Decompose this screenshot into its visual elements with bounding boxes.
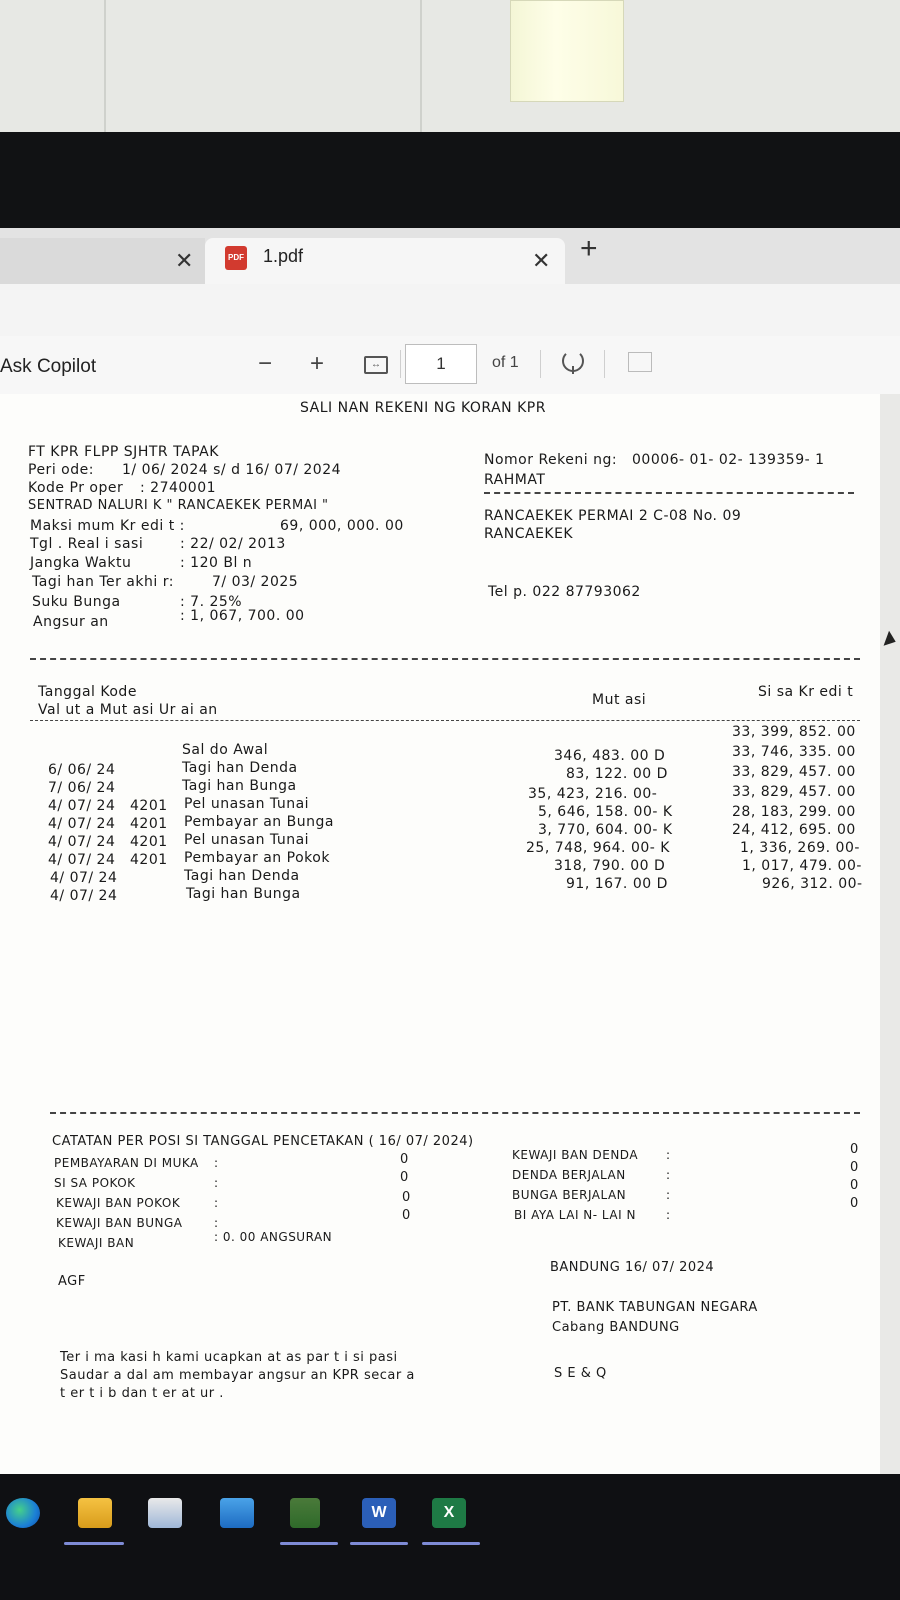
page-total: of 1 xyxy=(492,354,519,371)
thanks-line-3: t er t i b dan t er at ur . xyxy=(60,1386,224,1401)
new-tab-button[interactable]: + xyxy=(580,232,598,265)
row-sisa: 1, 336, 269. 00- xyxy=(740,840,860,856)
header-sisa-kredit: Si sa Kr edi t xyxy=(758,684,854,700)
row-mutasi: 5, 646, 158. 00- K xyxy=(538,804,673,820)
row-uraian: Tagi han Bunga xyxy=(186,886,301,902)
branch-name: Cabang BANDUNG xyxy=(552,1320,680,1335)
place-date: BANDUNG 16/ 07/ 2024 xyxy=(550,1260,715,1275)
nomor-rekening-value: 00006- 01- 02- 139359- 1 xyxy=(632,452,825,468)
note-value: 0 xyxy=(400,1170,409,1185)
taskmgr-icon[interactable] xyxy=(290,1498,320,1528)
divider-line xyxy=(50,1112,860,1114)
jangka-value: : 120 Bl n xyxy=(180,555,253,571)
row-uraian: Pembayar an Pokok xyxy=(184,850,330,866)
row-sisa: 926, 312. 00- xyxy=(762,876,863,892)
note-label: BUNGA BERJALAN xyxy=(512,1188,627,1202)
row-sisa: 24, 412, 695. 00 xyxy=(732,822,856,838)
suku-bunga-label: Suku Bunga xyxy=(32,594,121,610)
periode-value: 1/ 06/ 2024 s/ d 16/ 07/ 2024 xyxy=(122,462,342,478)
row-sisa: 33, 829, 457. 00 xyxy=(732,784,856,800)
row-sisa: 33, 829, 457. 00 xyxy=(732,764,856,780)
row-uraian: Pembayar an Bunga xyxy=(184,814,334,830)
tab-bar xyxy=(0,228,900,284)
row-tanggal: 4/ 07/ 24 xyxy=(50,870,118,886)
row-tanggal: 6/ 06/ 24 xyxy=(48,762,116,778)
row-tanggal: 4/ 07/ 24 xyxy=(48,852,116,868)
address-line-2: RANCAEKEK xyxy=(484,526,574,542)
word-icon[interactable]: W xyxy=(362,1498,396,1528)
running-indicator xyxy=(64,1542,124,1545)
note-separator: : xyxy=(214,1176,219,1190)
phone-number: Tel p. 022 87793062 xyxy=(488,584,641,600)
page-view-icon[interactable] xyxy=(628,352,652,372)
row-mutasi: 35, 423, 216. 00- xyxy=(528,786,658,802)
running-indicator xyxy=(422,1542,480,1545)
row-mutasi: 83, 122. 00 D xyxy=(566,766,668,782)
file-explorer-icon[interactable] xyxy=(78,1498,112,1528)
note-value: 0 xyxy=(402,1190,411,1205)
header-valuta-mutasi-uraian: Val ut a Mut asi Ur ai an xyxy=(38,702,218,718)
note-value: 0 xyxy=(850,1196,859,1211)
ceiling-joint xyxy=(420,0,422,132)
row-kode: 4201 xyxy=(130,798,168,814)
row-sisa: 1, 017, 479. 00- xyxy=(742,858,862,874)
note-value: 0 xyxy=(850,1160,859,1175)
note-separator: : xyxy=(666,1208,671,1222)
note-label: KEWAJI BAN BUNGA xyxy=(56,1216,183,1230)
statement-title: SALI NAN REKENI NG KORAN KPR xyxy=(300,400,546,416)
note-separator: : xyxy=(214,1156,219,1170)
note-value: 0 xyxy=(400,1152,409,1167)
fit-width-icon[interactable]: ↔ xyxy=(364,356,388,374)
header-mutasi: Mut asi xyxy=(592,692,647,708)
kode-label: Kode Pr oper xyxy=(28,480,124,496)
note-label: SI SA POKOK xyxy=(54,1176,136,1190)
note-value: 0 xyxy=(850,1178,859,1193)
tagihan-value: 7/ 03/ 2025 xyxy=(212,574,299,590)
taskbar xyxy=(0,1474,900,1600)
row-tanggal: 4/ 07/ 24 xyxy=(50,888,118,904)
bank-name: PT. BANK TABUNGAN NEGARA xyxy=(552,1300,758,1315)
row-tanggal: 4/ 07/ 24 xyxy=(48,834,116,850)
tab-pdf[interactable] xyxy=(205,238,565,284)
row-uraian: Pel unasan Tunai xyxy=(184,796,310,812)
toolbar-divider xyxy=(400,350,401,378)
note-separator: : xyxy=(666,1188,671,1202)
edge-icon[interactable] xyxy=(6,1498,40,1528)
realisasi-value: : 22/ 02/ 2013 xyxy=(180,536,286,552)
periode-label: Peri ode: xyxy=(28,462,94,478)
row-tanggal: 4/ 07/ 24 xyxy=(48,798,116,814)
footer-code: AGF xyxy=(58,1274,86,1289)
row-mutasi: 3, 770, 604. 00- K xyxy=(538,822,673,838)
ask-copilot-button[interactable]: Ask Copilot xyxy=(0,356,97,377)
realisasi-label: Tgl . Real i sasi xyxy=(30,536,144,552)
row-mutasi: 318, 790. 00 D xyxy=(554,858,666,874)
row-sisa: 33, 399, 852. 00 xyxy=(732,724,856,740)
note-label: KEWAJI BAN DENDA xyxy=(512,1148,639,1162)
pdf-icon: PDF xyxy=(225,246,247,270)
rotate-icon[interactable] xyxy=(562,350,584,372)
note-value: 0 xyxy=(850,1142,859,1157)
note-label: KEWAJI BAN POKOK xyxy=(56,1196,181,1210)
row-tanggal: 7/ 06/ 24 xyxy=(48,780,116,796)
tab-label: 1.pdf xyxy=(263,246,304,266)
tab-previous[interactable] xyxy=(0,238,205,284)
monitor-bezel xyxy=(0,132,900,228)
zoom-out-button[interactable]: − xyxy=(258,350,273,377)
note-separator: : xyxy=(214,1196,219,1210)
note-label: DENDA BERJALAN xyxy=(512,1168,626,1182)
close-icon[interactable]: ✕ xyxy=(532,248,551,273)
footer-seq: S E & Q xyxy=(554,1366,607,1381)
address-line-1: RANCAEKEK PERMAI 2 C-08 No. 09 xyxy=(484,508,742,524)
excel-icon[interactable]: X xyxy=(432,1498,466,1528)
ceiling-joint xyxy=(104,0,106,132)
angsuran-label: Angsur an xyxy=(33,614,109,630)
divider-line xyxy=(484,492,854,494)
maksimum-value: 69, 000, 000. 00 xyxy=(280,518,404,534)
row-mutasi: 346, 483. 00 D xyxy=(554,748,666,764)
note-separator: : xyxy=(666,1168,671,1182)
close-icon[interactable]: ✕ xyxy=(175,248,194,273)
kewajiban-label: KEWAJI BAN xyxy=(58,1236,135,1250)
note-value: 0 xyxy=(402,1208,411,1223)
row-tanggal: 4/ 07/ 24 xyxy=(48,816,116,832)
nomor-rekening-label: Nomor Rekeni ng: xyxy=(484,452,618,468)
pdf-page xyxy=(0,394,880,1474)
notes-title: CATATAN PER POSI SI TANGGAL PENCETAKAN ( 16/ 07/ 2024) xyxy=(52,1134,474,1149)
kewajiban-value: : 0. 00 ANGSURAN xyxy=(214,1230,333,1244)
running-indicator xyxy=(280,1542,338,1545)
thanks-line-2: Saudar a dal am membayar angsur an KPR secar a xyxy=(60,1368,415,1383)
divider-line xyxy=(30,658,860,660)
divider-line xyxy=(30,720,860,721)
note-label: PEMBAYARAN DI MUKA xyxy=(54,1156,199,1170)
address-bar-area xyxy=(0,284,900,337)
customer-name: RAHMAT xyxy=(484,472,546,488)
suku-bunga-value: : 7. 25% xyxy=(180,594,243,610)
row-kode: 4201 xyxy=(130,852,168,868)
note-separator: : xyxy=(214,1216,219,1230)
row-kode: 4201 xyxy=(130,834,168,850)
header-tanggal-kode: Tanggal Kode xyxy=(38,684,137,700)
row-uraian: Tagi han Denda xyxy=(182,760,298,776)
jangka-label: Jangka Waktu xyxy=(30,555,132,571)
angsuran-value: : 1, 067, 700. 00 xyxy=(180,608,305,624)
ceiling-background xyxy=(0,0,900,132)
running-indicator xyxy=(350,1542,408,1545)
sentrad-text: SENTRAD NALURI K " RANCAEKEK PERMAI " xyxy=(28,498,329,513)
note-separator: : xyxy=(666,1148,671,1162)
note-label: BI AYA LAI N- LAI N xyxy=(514,1208,636,1222)
toolbar-divider xyxy=(540,350,541,378)
row-mutasi: 91, 167. 00 D xyxy=(566,876,668,892)
row-uraian: Sal do Awal xyxy=(182,742,269,758)
tagihan-label: Tagi han Ter akhi r: xyxy=(32,574,174,590)
row-uraian: Pel unasan Tunai xyxy=(184,832,310,848)
row-sisa: 33, 746, 335. 00 xyxy=(732,744,856,760)
kode-value: : 2740001 xyxy=(140,480,217,496)
maksimum-label: Maksi mum Kr edi t : xyxy=(30,518,185,534)
row-uraian: Tagi han Denda xyxy=(184,868,300,884)
row-mutasi: 25, 748, 964. 00- K xyxy=(526,840,670,856)
store-icon[interactable] xyxy=(148,1498,182,1528)
row-sisa: 28, 183, 299. 00 xyxy=(732,804,856,820)
page-number-input[interactable]: 1 xyxy=(405,344,477,384)
mail-icon[interactable] xyxy=(220,1498,254,1528)
ceiling-lamp xyxy=(510,0,624,102)
toolbar-divider xyxy=(604,350,605,378)
product-name: FT KPR FLPP SJHTR TAPAK xyxy=(28,444,219,460)
thanks-line-1: Ter i ma kasi h kami ucapkan at as par t i si pasi xyxy=(60,1350,398,1365)
row-kode: 4201 xyxy=(130,816,168,832)
pdf-toolbar xyxy=(0,336,900,395)
zoom-in-button[interactable]: + xyxy=(310,350,325,377)
row-uraian: Tagi han Bunga xyxy=(182,778,297,794)
